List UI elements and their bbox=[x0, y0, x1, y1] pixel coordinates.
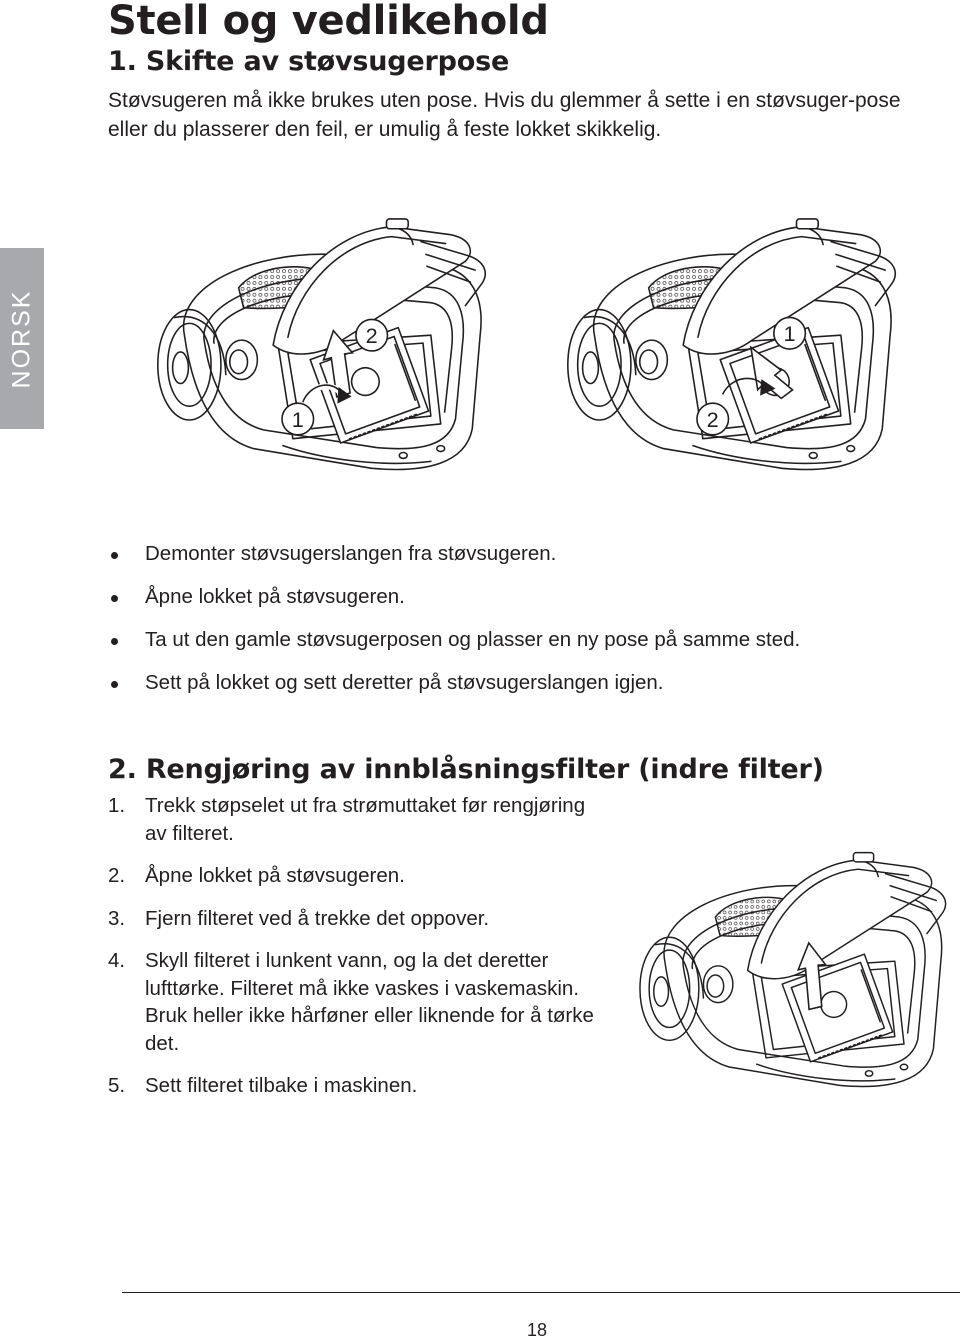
bullet-icon bbox=[111, 595, 118, 602]
language-tab-label: NORSK bbox=[7, 289, 36, 388]
section-1-heading: 1. Skifte av støvsugerpose bbox=[108, 46, 510, 77]
language-tab bbox=[0, 248, 44, 429]
bullet-icon bbox=[111, 552, 118, 559]
vacuum-bag-removal-figure-left bbox=[145, 205, 490, 495]
callout-2 bbox=[356, 319, 388, 351]
bullet-icon bbox=[111, 681, 118, 688]
footer-divider bbox=[122, 1292, 960, 1293]
bullet-icon bbox=[111, 638, 118, 645]
bag-change-steps bbox=[108, 540, 800, 712]
list-item: 1. Trekk støpselet ut fra strømuttaket før rengjøring av filteret. bbox=[108, 794, 586, 845]
vacuum-bag-insertion-figure-right bbox=[555, 205, 900, 495]
filter-cleaning-steps bbox=[108, 792, 608, 1115]
page-title: Stell og vedlikehold bbox=[108, 0, 549, 44]
list-item: 4. Skyll filteret i lunkent vann, og la det deretter lufttørke. Filteret må ikke vaskes i vaskemaskin. Bruk heller ikke hårføner eller liknende for å tørke det. bbox=[108, 949, 594, 1055]
callout-2-text: 2 bbox=[706, 406, 719, 432]
vacuum-filter-removal-figure bbox=[628, 830, 950, 1120]
section-1-intro: Støvsugeren må ikke brukes uten pose. Hvis du glemmer å sette i en støvsuger-pose eller du plasserer den feil, er umulig å feste lokket skikkelig. bbox=[108, 89, 901, 141]
callout-1-text: 1 bbox=[783, 321, 796, 347]
callout-2 bbox=[697, 403, 729, 435]
callout-2-text: 2 bbox=[365, 323, 378, 349]
list-item: 2. Åpne lokket på støvsugeren. bbox=[108, 864, 405, 887]
callout-1 bbox=[282, 403, 314, 435]
list-item: 5. Sett filteret tilbake i maskinen. bbox=[108, 1074, 418, 1097]
list-item: Sett på lokket og sett deretter på støvsugerslangen igjen. bbox=[108, 669, 800, 712]
list-item: Åpne lokket på støvsugeren. bbox=[108, 583, 800, 626]
callout-1 bbox=[774, 317, 806, 349]
list-item: Demonter støvsugerslangen fra støvsugeren. bbox=[108, 540, 800, 583]
list-item: 3. Fjern filteret ved å trekke det oppover. bbox=[108, 906, 490, 930]
callout-1-text: 1 bbox=[291, 406, 304, 432]
section-2-heading: 2. Rengjøring av innblåsningsfilter (indre filter) bbox=[108, 754, 824, 785]
list-item: Ta ut den gamle støvsugerposen og plasser en ny pose på samme sted. bbox=[108, 626, 800, 669]
page-number: 18 bbox=[527, 1320, 548, 1340]
